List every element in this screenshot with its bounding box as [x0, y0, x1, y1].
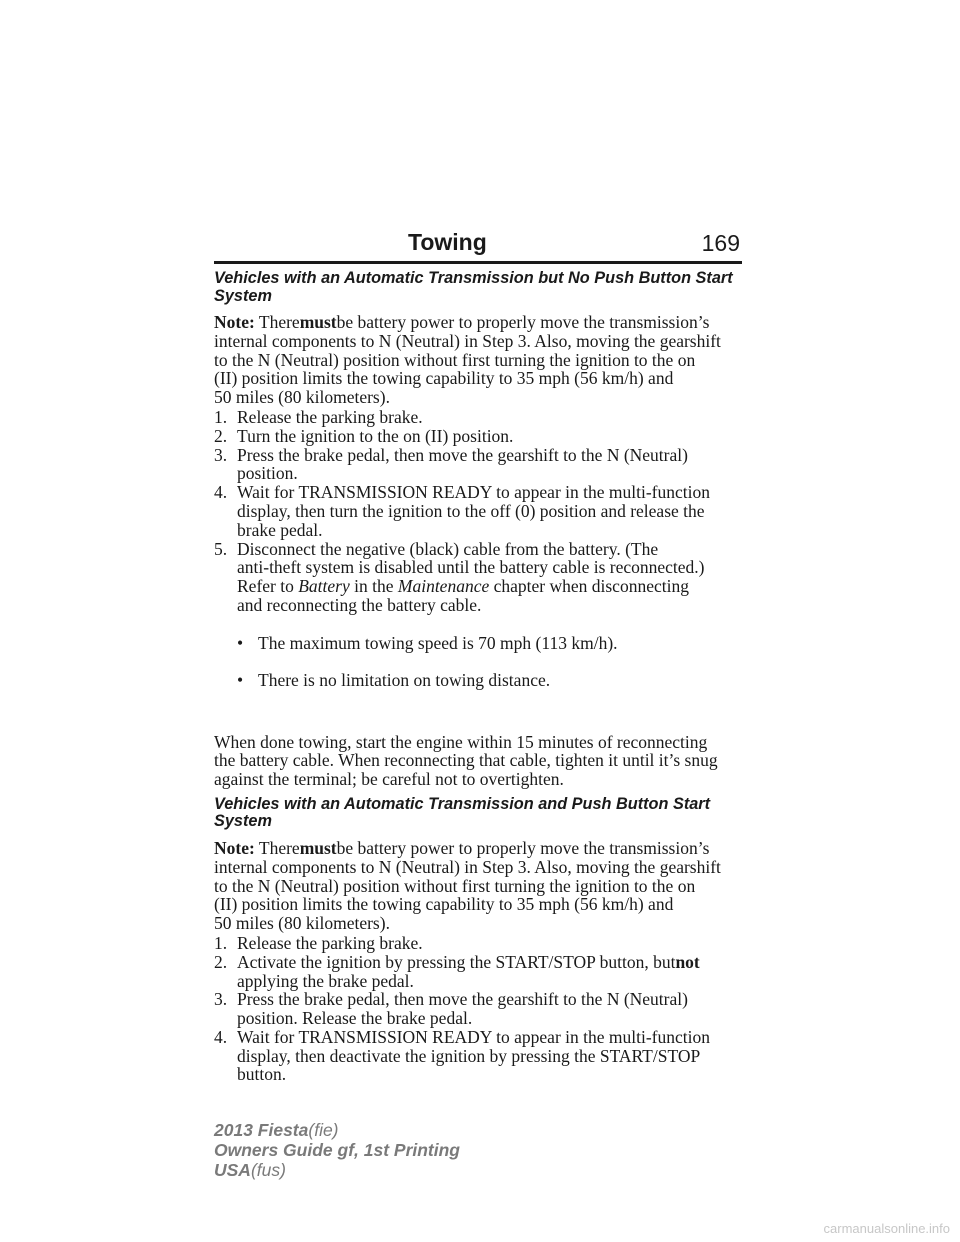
- step-text: Activate the ignition by pressing the START/STOP button, but: [237, 951, 676, 972]
- step-text: Wait for TRANSMISSION READY to appear in the multi-function display, then deactivate the ignition by pressing the START/STOP button.: [237, 1026, 710, 1085]
- step-number: 4.: [214, 482, 228, 503]
- battery-reference: Battery: [298, 576, 350, 597]
- step-number: 1.: [214, 406, 228, 427]
- bullet-text: There is no limitation on towing distance.: [258, 670, 551, 691]
- bullet-glyph: •: [237, 632, 244, 653]
- note-paragraph: [214, 839, 754, 933]
- footer-market: USA: [214, 1159, 251, 1180]
- section-heading-no-push-button: Vehicles with an Automatic Transmission but No Push Button Start System: [214, 269, 733, 305]
- note-text: There: [258, 312, 300, 332]
- maintenance-reference: Maintenance: [397, 576, 490, 597]
- step-text: Release the parking brake.: [237, 406, 423, 427]
- step-text: Disconnect the negative (black) cable from the battery. (The anti-theft system is disabled until the battery cable is reconnected.): [237, 538, 705, 578]
- list-item: [237, 671, 754, 690]
- step-text: Wait for TRANSMISSION READY to appear in the multi-function display, then turn the ignition to the off (0) position and release the brake pedal.: [237, 482, 710, 540]
- step-emphasis: not: [675, 951, 700, 972]
- step-text: Press the brake pedal, then move the gearshift to the N (Neutral) position. Release the brake pedal.: [237, 989, 688, 1029]
- step-number: 3.: [214, 444, 228, 465]
- step-number: 4.: [214, 1026, 228, 1047]
- footer-code: (fus): [250, 1159, 286, 1180]
- step-text: chapter when disconnecting and reconnecting the battery cable.: [237, 576, 689, 615]
- list-item: [214, 1028, 754, 1084]
- bullet-text: The maximum towing speed is 70 mph (113 km/h).: [258, 632, 618, 653]
- step-text: Press the brake pedal, then move the gearshift to the N (Neutral) position.: [237, 444, 688, 484]
- header-rule: [214, 261, 742, 264]
- footer-line: [214, 1141, 460, 1161]
- note-emphasis: must: [299, 312, 337, 332]
- footer-model: 2013 Fiesta: [214, 1120, 309, 1140]
- footer-line: [214, 1121, 460, 1141]
- footer-line: [214, 1161, 460, 1181]
- note-text: be battery power to properly move the transmission’s internal components to N (Neutral) in Step 3. Also, moving the gearshift to the N (Neutral) position without first turning the ignition to the on (II) position limits the towing capability to 35 mph (56 km/h) and 50 miles (80 kilometers).: [214, 837, 721, 934]
- steps-list: [214, 408, 754, 728]
- list-item: [214, 953, 754, 991]
- step-text: in the: [354, 576, 394, 597]
- step-number: 2.: [214, 425, 228, 446]
- watermark: carmanualsonline.info: [823, 1221, 950, 1236]
- note-text: be battery power to properly move the transmission’s internal components to N (Neutral) in Step 3. Also, moving the gearshift to the N (Neutral) position without first turning the ignition to the on (II) position limits the towing capability to 35 mph (56 km/h) and 50 miles (80 kilometers).: [214, 312, 721, 408]
- step-number: 2.: [214, 951, 228, 972]
- note-emphasis: must: [299, 837, 337, 858]
- list-item: [214, 934, 754, 953]
- step-text: Refer to: [237, 576, 294, 597]
- list-item: [214, 483, 754, 539]
- note-label: Note:: [214, 312, 255, 332]
- list-item: [214, 540, 754, 728]
- list-item: [237, 634, 754, 653]
- page-content: [214, 270, 754, 1084]
- note-label: Note:: [214, 837, 255, 858]
- list-item: [214, 446, 754, 484]
- footer-guide: Owners Guide gf, 1st Printing: [214, 1139, 460, 1160]
- step-number: 5.: [214, 538, 228, 559]
- list-item: [214, 427, 754, 446]
- bullet-list: [237, 615, 754, 709]
- page-footer: [214, 1121, 460, 1180]
- note-paragraph: [214, 313, 754, 407]
- list-item: [214, 408, 754, 427]
- page-number: 169: [701, 230, 740, 256]
- step-text: Release the parking brake.: [237, 932, 423, 953]
- step-text: Turn the ignition to the on (II) position.: [237, 425, 514, 446]
- note-text: There: [258, 837, 300, 858]
- after-towing-paragraph: When done towing, start the engine within 15 minutes of reconnecting the battery cable. When reconnecting that cable, tighten it until it’s snug against the terminal; be careful not to overtighten.: [214, 731, 718, 790]
- section-heading-push-button: Vehicles with an Automatic Transmission and Push Button Start System: [214, 794, 711, 831]
- step-number: 3.: [214, 989, 228, 1010]
- list-item: [214, 990, 754, 1028]
- step-text: applying the brake pedal.: [237, 970, 414, 991]
- bullet-glyph: •: [237, 670, 244, 691]
- step-number: 1.: [214, 932, 228, 953]
- section-title: Towing: [408, 229, 487, 255]
- page-header: [214, 224, 742, 264]
- steps-list: [214, 934, 754, 1084]
- footer-code: (fie): [308, 1120, 339, 1140]
